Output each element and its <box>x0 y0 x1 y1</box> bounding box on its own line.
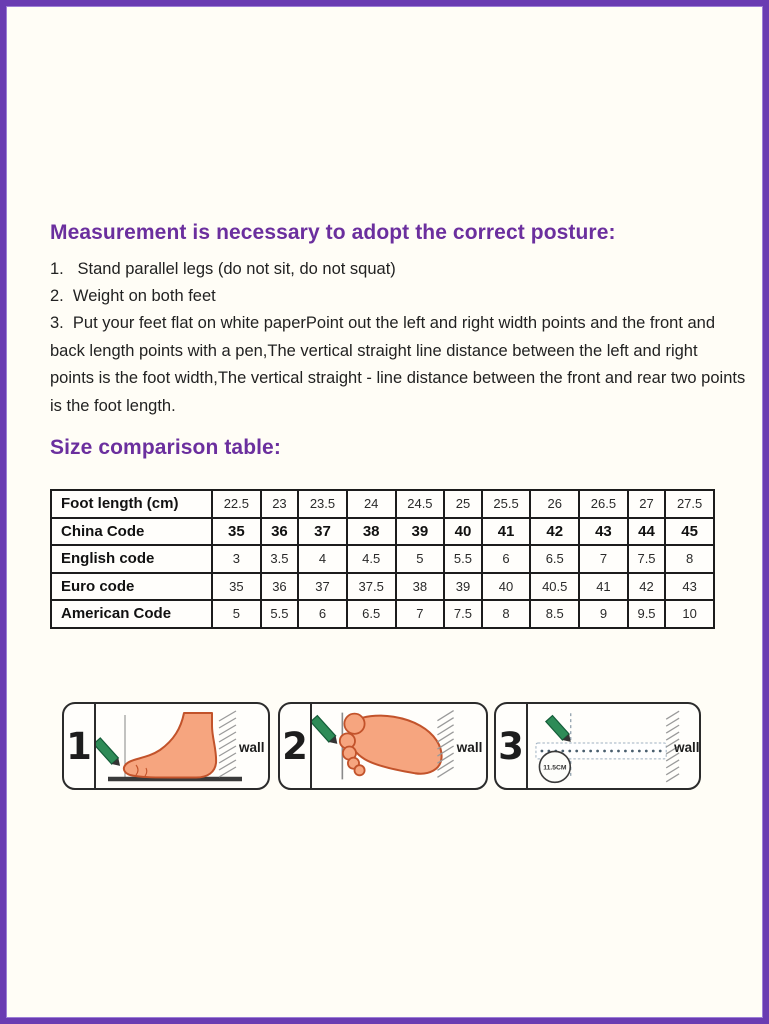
table-cell: 7 <box>579 545 628 573</box>
table-cell: 5 <box>212 600 261 628</box>
table-cell: 40 <box>482 573 531 601</box>
measure-value-label: 11.5CM <box>543 764 567 772</box>
table-cell: 8.5 <box>530 600 579 628</box>
row-label: English code <box>51 545 212 573</box>
table-cell: 9.5 <box>628 600 665 628</box>
table-row-american-code <box>51 600 714 628</box>
step-panel-1 <box>62 702 270 790</box>
table-cell: 42 <box>628 573 665 601</box>
step-3-number: 3 <box>496 704 528 788</box>
table-cell: 25.5 <box>482 490 531 518</box>
step-panel-2 <box>278 702 488 790</box>
table-cell: 40.5 <box>530 573 579 601</box>
table-cell: 35 <box>212 573 261 601</box>
foot-top-view-illustration <box>312 704 486 788</box>
table-cell: 25 <box>444 490 481 518</box>
wall-hatching <box>437 711 453 778</box>
step-panel-3 <box>494 702 701 790</box>
table-cell: 39 <box>444 573 481 601</box>
pen-icon <box>546 716 574 746</box>
table-cell: 37 <box>298 573 347 601</box>
wall-hatching <box>219 711 236 777</box>
table-cell: 8 <box>665 545 714 573</box>
table-cell: 41 <box>579 573 628 601</box>
table-cell: 45 <box>665 518 714 546</box>
table-cell: 36 <box>261 518 298 546</box>
table-cell: 22.5 <box>212 490 261 518</box>
foot-side-view-illustration <box>96 704 268 788</box>
table-row-euro-code <box>51 573 714 601</box>
step-1-number: 1 <box>64 704 96 788</box>
table-cell: 23 <box>261 490 298 518</box>
table-cell: 39 <box>396 518 445 546</box>
wall-label: wall <box>239 740 265 755</box>
table-cell: 42 <box>530 518 579 546</box>
table-cell: 41 <box>482 518 531 546</box>
table-cell: 7 <box>396 600 445 628</box>
table-cell: 10 <box>665 600 714 628</box>
table-cell: 5.5 <box>444 545 481 573</box>
table-cell: 24.5 <box>396 490 445 518</box>
table-row-china-code <box>51 518 714 546</box>
wall-label: wall <box>674 739 699 755</box>
size-comparison-table <box>50 489 715 629</box>
table-cell: 26.5 <box>579 490 628 518</box>
row-label: Foot length (cm) <box>51 490 212 518</box>
posture-instruction-1: 1. Stand parallel legs (do not sit, do not squat) <box>50 260 396 278</box>
table-cell: 24 <box>347 490 396 518</box>
table-cell: 7.5 <box>628 545 665 573</box>
row-label: American Code <box>51 600 212 628</box>
wall-label: wall <box>456 740 483 756</box>
table-cell: 3.5 <box>261 545 298 573</box>
table-cell: 7.5 <box>444 600 481 628</box>
table-cell: 37 <box>298 518 347 546</box>
posture-instruction-2: 2. Weight on both feet <box>50 287 216 305</box>
table-cell: 4.5 <box>347 545 396 573</box>
table-row-foot-length <box>51 490 714 518</box>
table-cell: 8 <box>482 600 531 628</box>
row-label: Euro code <box>51 573 212 601</box>
table-cell: 27.5 <box>665 490 714 518</box>
table-cell: 26 <box>530 490 579 518</box>
size-section-title: Size comparison table: <box>50 436 281 459</box>
table-cell: 43 <box>665 573 714 601</box>
table-cell: 44 <box>628 518 665 546</box>
table-row-english-code <box>51 545 714 573</box>
table-cell: 35 <box>212 518 261 546</box>
table-cell: 6.5 <box>530 545 579 573</box>
table-cell: 27 <box>628 490 665 518</box>
row-label: China Code <box>51 518 212 546</box>
measuring-strip-illustration <box>528 704 699 788</box>
table-cell: 6 <box>482 545 531 573</box>
pen-icon <box>312 716 340 748</box>
table-cell: 38 <box>347 518 396 546</box>
pen-icon <box>96 738 123 769</box>
table-cell: 5 <box>396 545 445 573</box>
table-cell: 6 <box>298 600 347 628</box>
table-cell: 9 <box>579 600 628 628</box>
table-cell: 43 <box>579 518 628 546</box>
posture-section-title: Measurement is necessary to adopt the correct posture: <box>50 221 616 244</box>
table-cell: 37.5 <box>347 573 396 601</box>
table-cell: 5.5 <box>261 600 298 628</box>
table-cell: 23.5 <box>298 490 347 518</box>
posture-instruction-3: 3. Put your feet flat on white paperPoint out the left and right width points and the front and back length points with a pen,The vertical straight line distance between the left and right points is the foot width,The vertical straight - line distance between the front and rear two points is the foot length. <box>50 314 750 415</box>
table-cell: 36 <box>261 573 298 601</box>
table-cell: 4 <box>298 545 347 573</box>
table-cell: 40 <box>444 518 481 546</box>
table-cell: 38 <box>396 573 445 601</box>
table-cell: 6.5 <box>347 600 396 628</box>
step-2-number: 2 <box>280 704 312 788</box>
table-cell: 3 <box>212 545 261 573</box>
